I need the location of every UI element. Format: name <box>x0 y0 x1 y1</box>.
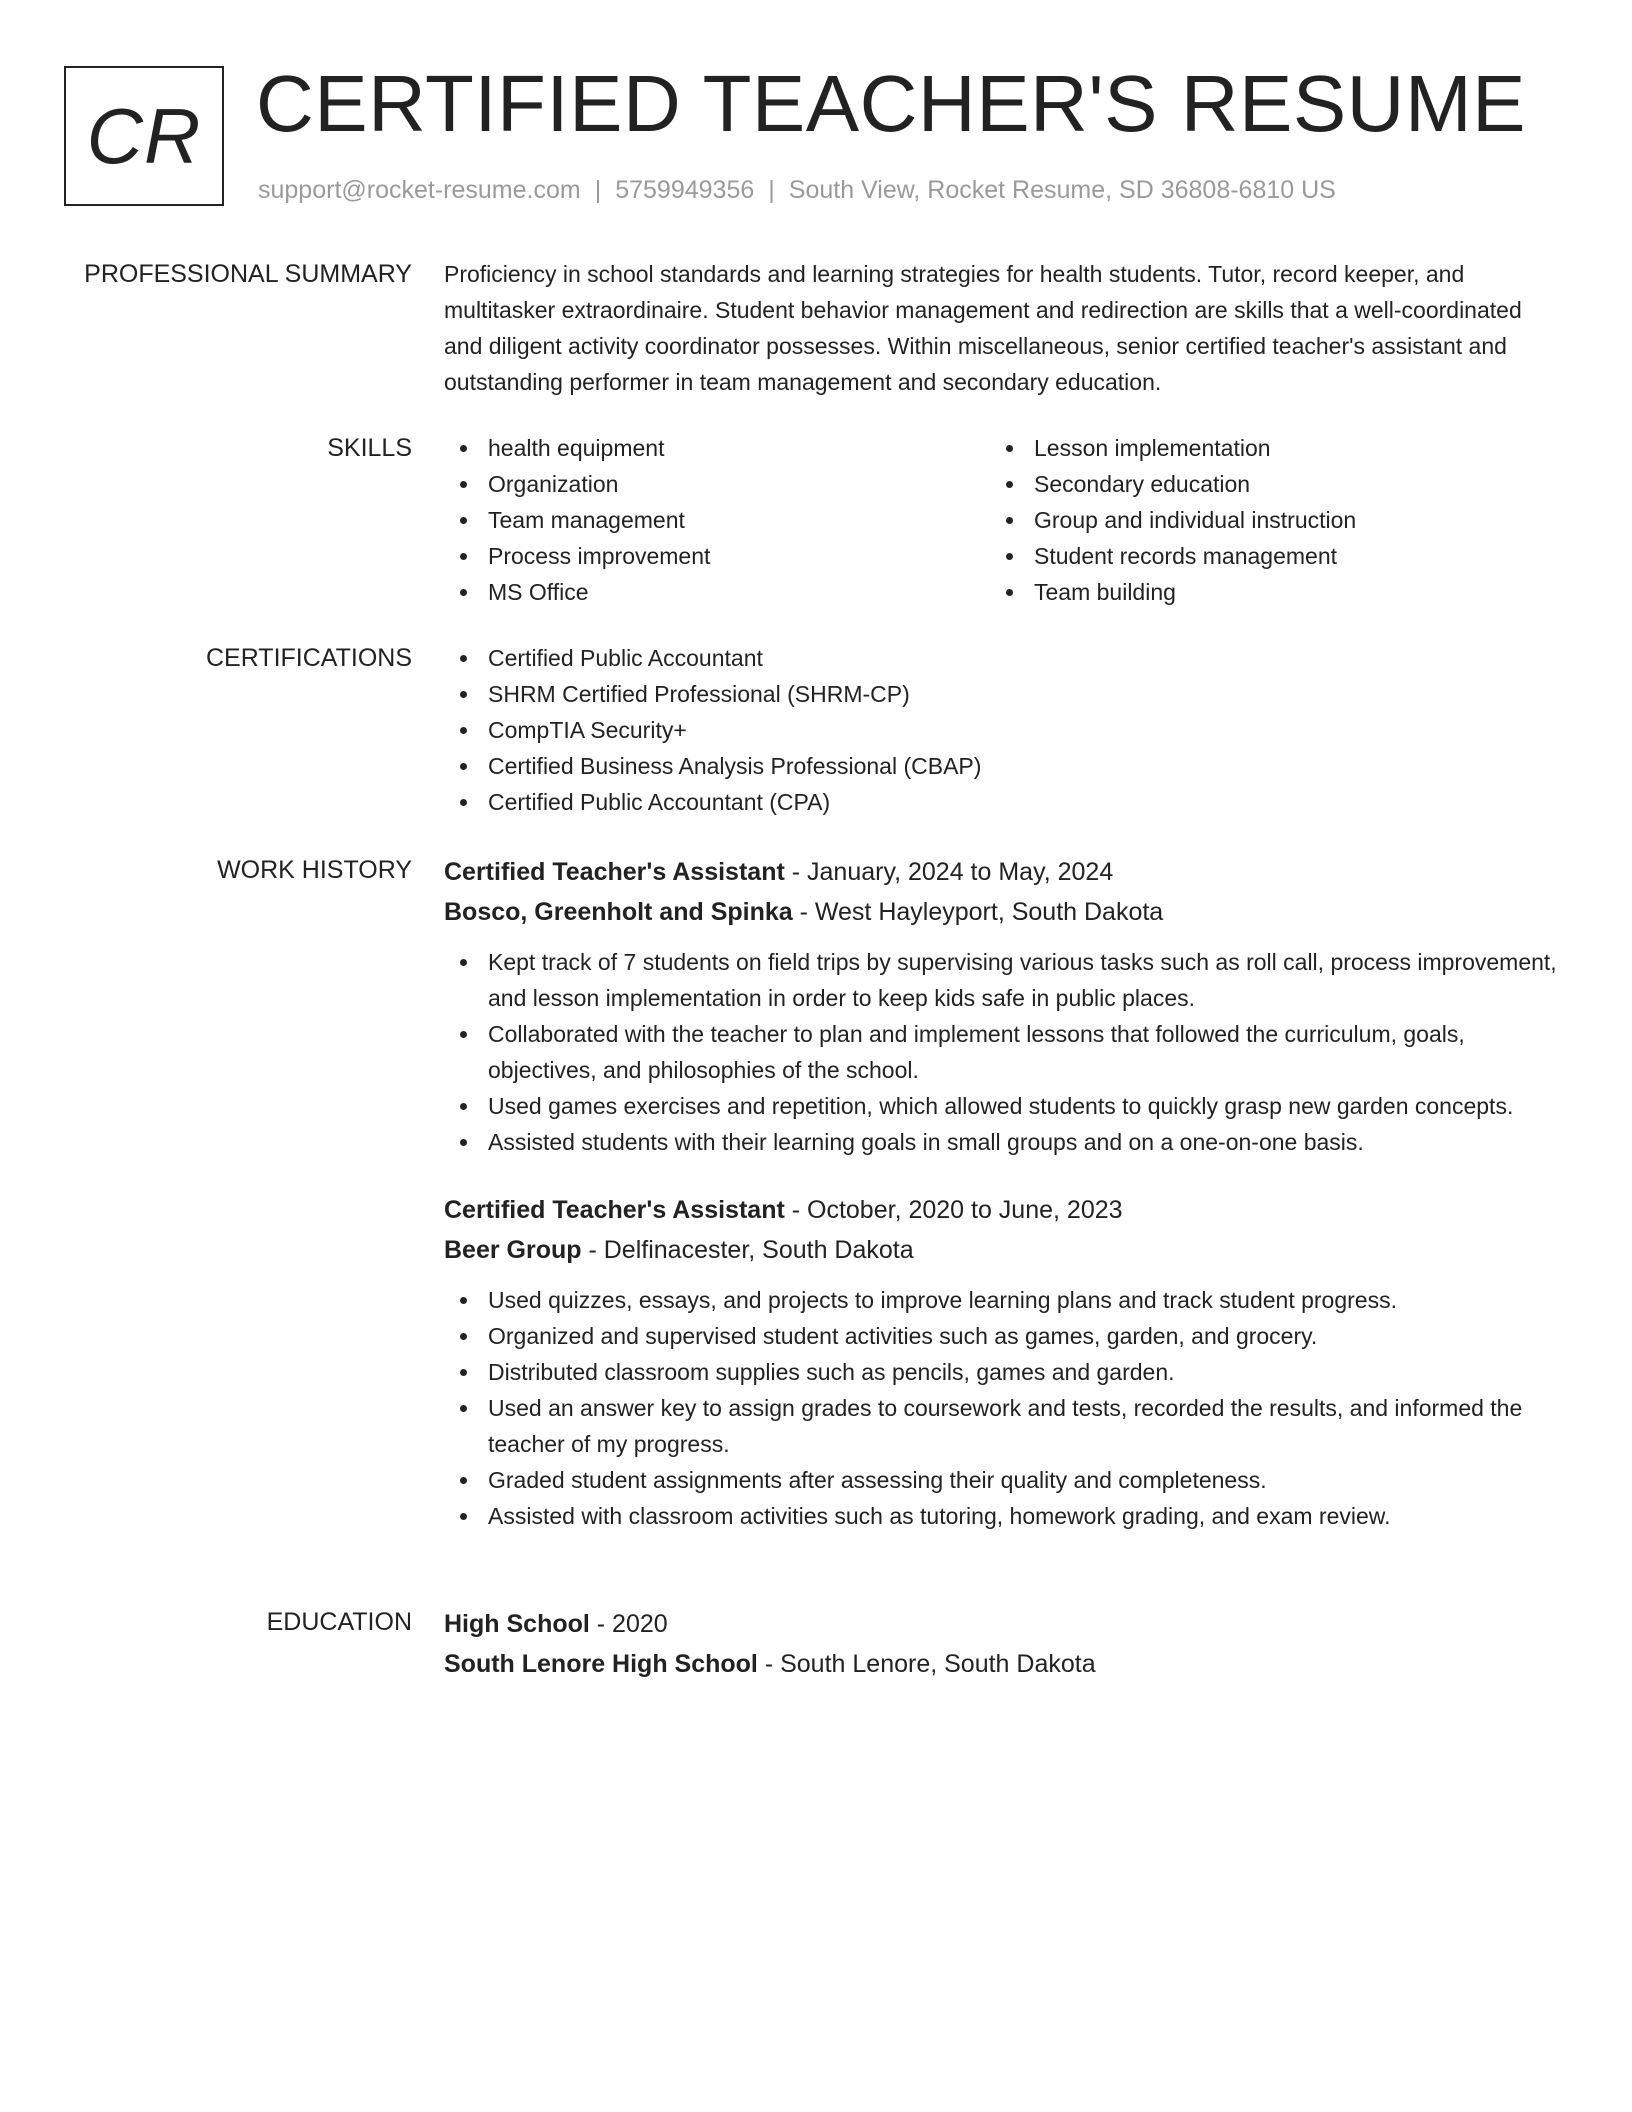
skills-list-left <box>444 430 990 610</box>
job-duties-list <box>444 1282 1564 1534</box>
skill-item: Secondary education <box>990 466 1536 502</box>
job-duty-item: Assisted with classroom activities such as tutoring, homework grading, and exam review. <box>444 1498 1564 1534</box>
summary-text: Proficiency in school standards and learning strategies for health students. Tutor, record keeper, and multitasker extraordinaire. Student behavior management and redirection are skills that a well-coordinated and diligent activity coordinator possesses. Within miscellaneous, senior certified teacher's assistant and outstanding performer in team management and secondary education. <box>444 261 1522 395</box>
skill-item: Lesson implementation <box>990 430 1536 466</box>
certification-item: Certified Public Accountant (CPA) <box>444 784 1564 820</box>
certification-item: Certified Public Accountant <box>444 640 1564 676</box>
skill-item: health equipment <box>444 430 990 466</box>
skills-body <box>444 430 1564 610</box>
contact-phone: 5759949356 <box>615 176 755 204</box>
job-duty-item: Used quizzes, essays, and projects to improve learning plans and track student progress. <box>444 1282 1564 1318</box>
job-entry <box>444 1190 1564 1534</box>
job-duty-item: Used games exercises and repetition, which allowed students to quickly grasp new garden concepts. <box>444 1088 1564 1124</box>
section-label-work-history: WORK HISTORY <box>217 856 412 884</box>
skills-list-right <box>990 430 1536 610</box>
job-company-line <box>444 1230 1564 1270</box>
job-duty-item: Assisted students with their learning goals in small groups and on a one-on-one basis. <box>444 1124 1564 1160</box>
contact-line <box>258 172 1336 208</box>
certifications-body <box>444 640 1564 820</box>
skill-item: Process improvement <box>444 538 990 574</box>
job-duty-item: Organized and supervised student activities such as games, garden, and grocery. <box>444 1318 1564 1354</box>
education-degree-line <box>444 1604 1564 1644</box>
job-duty-item: Kept track of 7 students on field trips by supervising various tasks such as roll call, process improvement, and lesson implementation in order to keep kids safe in public places. <box>444 944 1564 1016</box>
certification-item: Certified Business Analysis Professional (CBAP) <box>444 748 1564 784</box>
skills-column-left <box>444 430 990 610</box>
job-title: Certified Teacher's Assistant <box>444 858 785 886</box>
certification-item: CompTIA Security+ <box>444 712 1564 748</box>
skills-column-right <box>990 430 1536 610</box>
job-title: Certified Teacher's Assistant <box>444 1196 785 1224</box>
job-entry <box>444 852 1564 1160</box>
job-title-line <box>444 1190 1564 1230</box>
skill-item: MS Office <box>444 574 990 610</box>
section-label-certifications: CERTIFICATIONS <box>205 644 412 672</box>
contact-address: South View, Rocket Resume, SD 36808-6810 US <box>788 176 1336 204</box>
skill-item: Student records management <box>990 538 1536 574</box>
job-location: - Delfinacester, South Dakota <box>581 1236 914 1264</box>
section-label-summary: PROFESSIONAL SUMMARY <box>84 260 412 288</box>
job-title-line <box>444 852 1564 892</box>
job-duty-item: Used an answer key to assign grades to coursework and tests, recorded the results, and informed the teacher of my progress. <box>444 1390 1564 1462</box>
monogram-logo: CR <box>64 66 224 206</box>
resume-title: CERTIFIED TEACHER'S RESUME <box>256 59 1526 148</box>
job-duty-item: Collaborated with the teacher to plan and implement lessons that followed the curriculum, goals, objectives, and philosophies of the school. <box>444 1016 1564 1088</box>
work-history-body <box>444 852 1564 1564</box>
job-location: - West Hayleyport, South Dakota <box>792 898 1164 926</box>
job-dates: - October, 2020 to June, 2023 <box>784 1196 1123 1224</box>
section-label-skills: SKILLS <box>327 434 412 462</box>
education-body <box>444 1604 1564 1684</box>
contact-separator: | <box>594 176 602 204</box>
contact-email: support@rocket-resume.com <box>258 176 581 204</box>
job-duties-list <box>444 944 1564 1160</box>
job-company-line <box>444 892 1564 932</box>
contact-separator: | <box>768 176 775 204</box>
education-school-line <box>444 1644 1564 1684</box>
job-duty-item: Graded student assignments after assessing their quality and completeness. <box>444 1462 1564 1498</box>
skill-item: Team building <box>990 574 1536 610</box>
skills-grid <box>444 430 1564 610</box>
section-label-education: EDUCATION <box>266 1608 412 1636</box>
education-degree: High School <box>444 1610 590 1638</box>
certifications-list <box>444 640 1564 820</box>
certification-item: SHRM Certified Professional (SHRM-CP) <box>444 676 1564 712</box>
skill-item: Organization <box>444 466 990 502</box>
skill-item: Team management <box>444 502 990 538</box>
education-year: - 2020 <box>589 1610 668 1638</box>
job-dates: - January, 2024 to May, 2024 <box>784 858 1114 886</box>
education-location: - South Lenore, South Dakota <box>757 1650 1096 1678</box>
job-duty-item: Distributed classroom supplies such as pencils, games and garden. <box>444 1354 1564 1390</box>
job-company: Beer Group <box>444 1236 582 1264</box>
education-school: South Lenore High School <box>444 1650 758 1678</box>
job-company: Bosco, Greenholt and Spinka <box>444 898 793 926</box>
summary-body <box>444 256 1564 400</box>
skill-item: Group and individual instruction <box>990 502 1536 538</box>
